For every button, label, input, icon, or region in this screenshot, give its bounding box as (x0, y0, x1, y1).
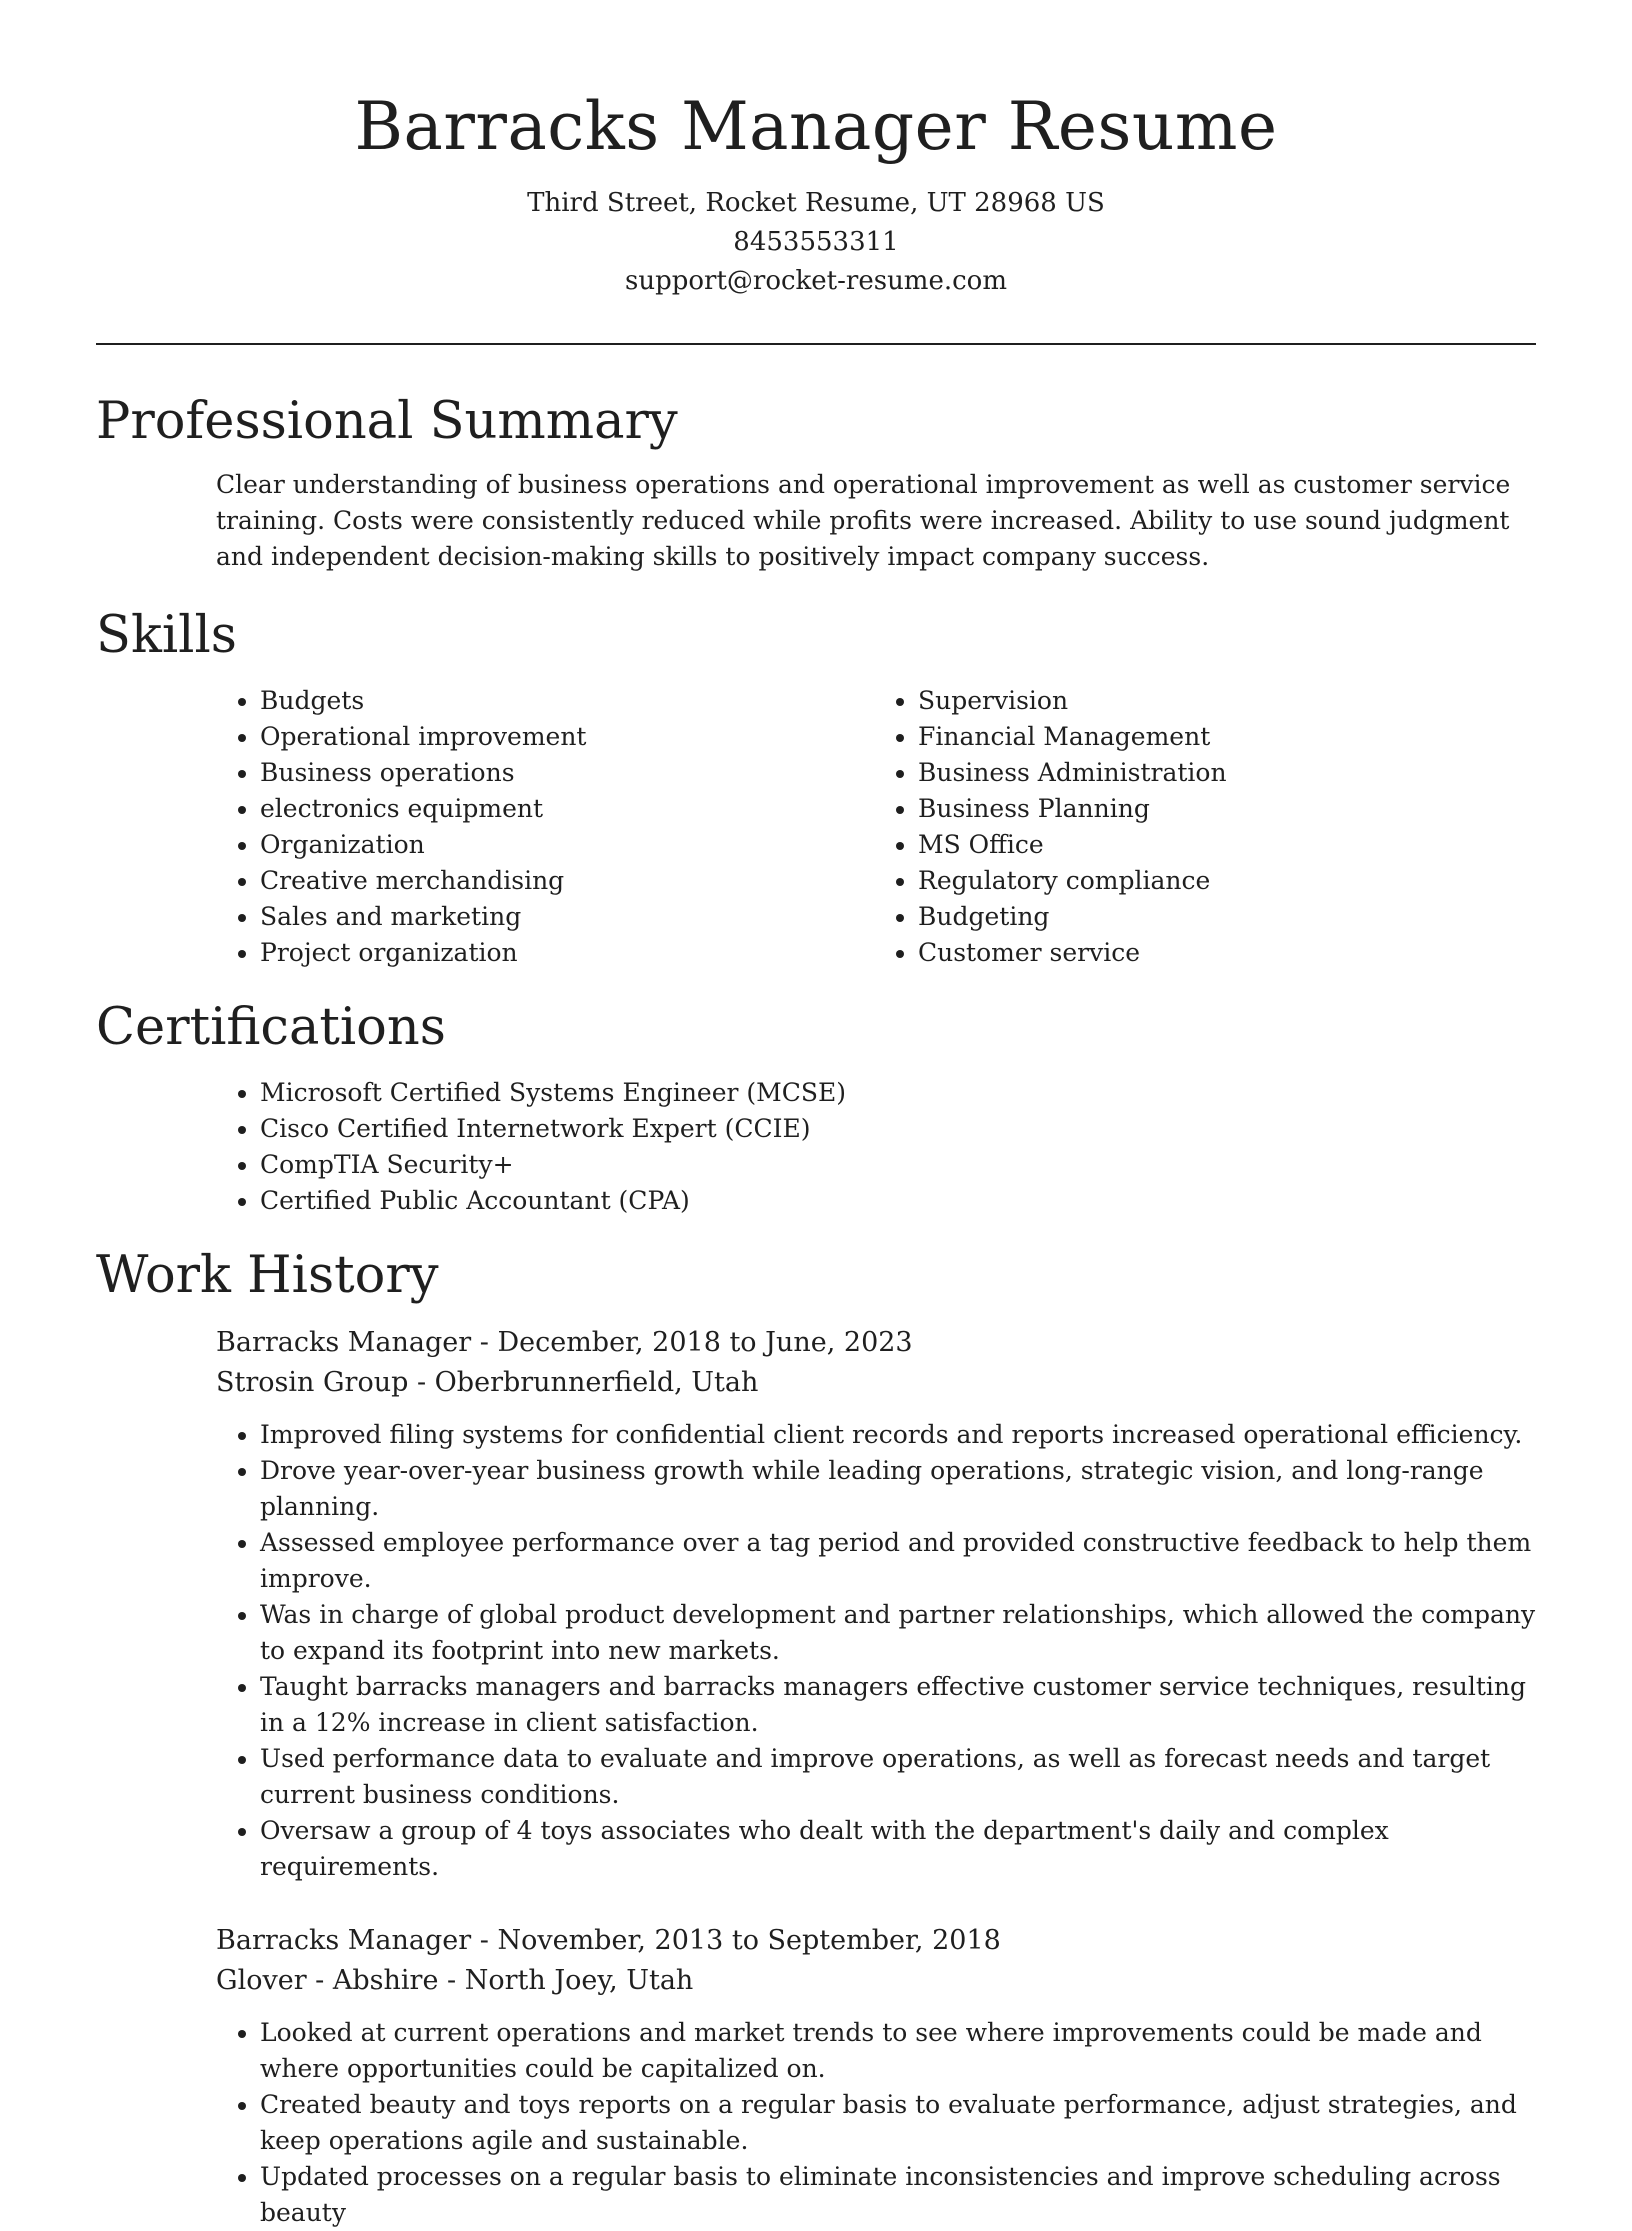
resume-header (0, 0, 1632, 301)
job-dates: November, 2013 to September, 2018 (497, 1925, 1001, 1956)
contact-block (0, 184, 1632, 301)
job-bullet: • Taught barracks managers and barracks managers effective customer service techniques, resulting in a 12% increase in client satisfaction. (260, 1669, 1536, 1741)
skills-columns (96, 683, 1536, 971)
skill-item: • Operational improvement (260, 719, 878, 755)
job-dates: December, 2018 to June, 2023 (497, 1327, 913, 1358)
skills-list-right (878, 683, 1536, 971)
skill-item: • Sales and marketing (260, 899, 878, 935)
phone-text: 8453553311 (733, 227, 899, 257)
skill-item: • MS Office (918, 827, 1536, 863)
job-title-line (216, 1323, 1536, 1363)
skill-item: • electronics equipment (260, 791, 878, 827)
separator-text: - (471, 1327, 498, 1358)
skills-list-left (96, 683, 878, 971)
skill-item: • Budgets (260, 683, 878, 719)
job-title: Barracks Manager (216, 1925, 472, 1956)
skill-item: • Business Administration (918, 755, 1536, 791)
skill-item: • Project organization (260, 935, 878, 971)
job-bullet: • Created beauty and toys reports on a regular basis to evaluate performance, adjust strategies, and keep operations agile and sustainable. (260, 2087, 1536, 2159)
work-history-section (96, 1241, 1536, 2231)
job-bullet: • Was in charge of global product development and partner relationships, which allowed the company to expand its footprint into new markets. (260, 1597, 1536, 1669)
section-heading-certifications: Certifications (96, 998, 446, 1057)
skill-item: • Business operations (260, 755, 878, 791)
job-header (216, 1921, 1536, 2001)
job-bullet: • Used performance data to evaluate and improve operations, as well as forecast needs and target current business conditions. (260, 1741, 1536, 1813)
address-text: Third Street, Rocket Resume, UT 28968 US (527, 188, 1105, 218)
section-heading-work-history: Work History (96, 1246, 439, 1305)
skill-item: • Creative merchandising (260, 863, 878, 899)
skill-item: • Regulatory compliance (918, 863, 1536, 899)
job-bullet: • Assessed employee performance over a tag period and provided constructive feedback to help them improve. (260, 1525, 1536, 1597)
certifications-list (96, 1075, 1536, 1219)
jobs-list (96, 1323, 1536, 2231)
section-heading-summary: Professional Summary (96, 392, 678, 451)
job-bullet-list (96, 2015, 1536, 2231)
skill-item: • Business Planning (918, 791, 1536, 827)
job-company: Glover - Abshire (216, 1965, 439, 1996)
skill-item: • Supervision (918, 683, 1536, 719)
skills-section (96, 601, 1536, 971)
skill-item: • Organization (260, 827, 878, 863)
separator-text: - (438, 1965, 465, 1996)
job-bullet: • Updated processes on a regular basis to eliminate inconsistencies and improve scheduling across beauty (260, 2159, 1536, 2231)
page-title: Barracks Manager Resume (354, 88, 1278, 165)
job-bullet: • Looked at current operations and market trends to see where improvements could be made and where opportunities could be capitalized on. (260, 2015, 1536, 2087)
summary-section (96, 387, 1536, 575)
job-title: Barracks Manager (216, 1327, 472, 1358)
skill-item: • Budgeting (918, 899, 1536, 935)
job-company: Strosin Group (216, 1367, 409, 1398)
job-entry (96, 1921, 1536, 2231)
skill-item: • Financial Management (918, 719, 1536, 755)
separator-text: - (408, 1367, 435, 1398)
job-bullet: • Drove year-over-year business growth while leading operations, strategic vision, and long-range planning. (260, 1453, 1536, 1525)
certification-item: • CompTIA Security+ (260, 1147, 1536, 1183)
summary-text: Clear understanding of business operations and operational improvement as well as customer service training. Costs were consistently reduced while profits were increased. Ability to use sound judgment and independent decision-making skills to positively impact company success. (216, 470, 1511, 571)
job-bullet-list (96, 1417, 1536, 1885)
certification-item: • Certified Public Accountant (CPA) (260, 1183, 1536, 1219)
section-heading-skills: Skills (96, 606, 237, 665)
job-bullet: • Oversaw a group of 4 toys associates who dealt with the department's daily and complex requirements. (260, 1813, 1536, 1885)
email-text: support@rocket-resume.com (624, 266, 1007, 296)
job-title-line (216, 1921, 1536, 1961)
header-divider (96, 343, 1536, 345)
job-company-line (216, 1363, 1536, 1403)
certification-item: • Microsoft Certified Systems Engineer (MCSE) (260, 1075, 1536, 1111)
certification-item: • Cisco Certified Internetwork Expert (CCIE) (260, 1111, 1536, 1147)
job-bullet: • Improved filing systems for confidential client records and reports increased operational efficiency. (260, 1417, 1536, 1453)
separator-text: - (471, 1925, 498, 1956)
job-header (216, 1323, 1536, 1403)
certifications-section (96, 993, 1536, 1219)
job-location: North Joey, Utah (464, 1965, 694, 1996)
skill-item: • Customer service (918, 935, 1536, 971)
job-entry (96, 1323, 1536, 1885)
job-location: Oberbrunnerfield, Utah (434, 1367, 759, 1398)
job-company-line (216, 1961, 1536, 2001)
